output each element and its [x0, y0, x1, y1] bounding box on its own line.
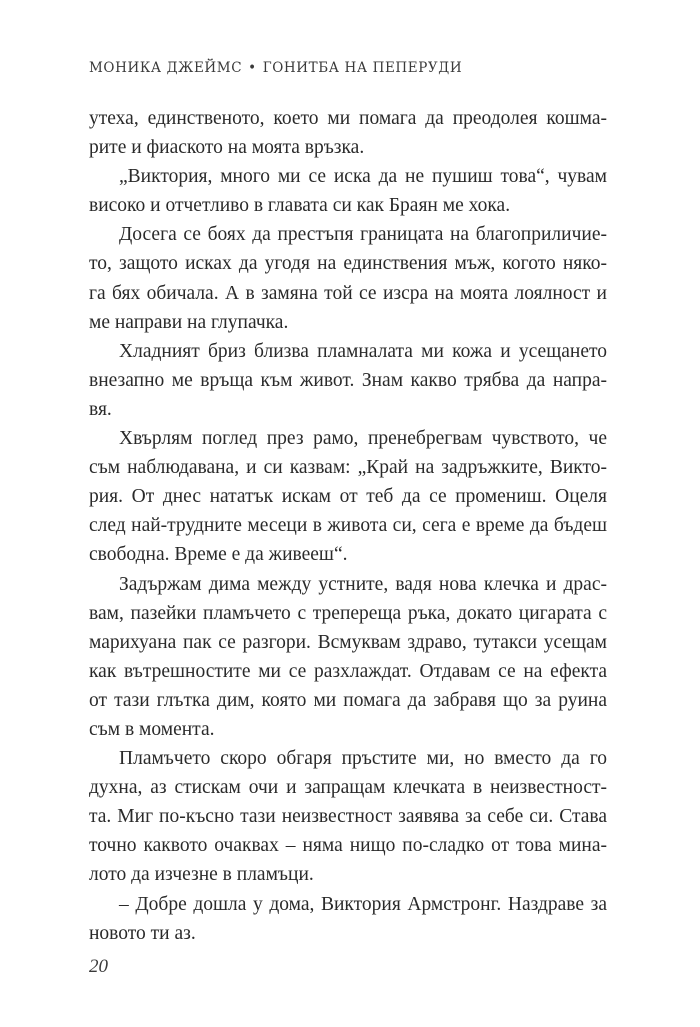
text-line: как вътрешностите ми се разхлаждат. Отдавам се на ефекта: [89, 660, 607, 682]
page-number: 20: [89, 956, 108, 977]
text-line: га бях обичала. А в замяна той се изсра на моята лоялност и: [89, 282, 607, 304]
text-line: Хвърлям поглед през рамо, пренебрегвам чувството, че: [119, 428, 607, 450]
text-line: та. Миг по-късно тази неизвестност заявява за себе си. Става: [89, 806, 607, 828]
header-author: МОНИКА ДЖЕЙМС: [89, 60, 243, 76]
text-line: рите и фиаското на моята връзка.: [89, 137, 365, 159]
header-separator: •: [248, 60, 257, 76]
text-line: духна, аз стискам очи и запращам клечката в неизвестност-: [89, 777, 607, 799]
text-line: ме направи на глупачка.: [89, 311, 289, 333]
body-text: [89, 104, 607, 948]
text-line: точно каквото очаквах – няма нищо по-сладко от това мина-: [89, 835, 607, 857]
text-line: новото ти аз.: [89, 922, 196, 944]
text-line: след най-трудните месеци в живота си, сега е време да бъдеш: [89, 515, 607, 537]
text-line: свободна. Време е да живееш“.: [89, 544, 348, 566]
text-line: „Виктория, много ми се иска да не пушиш това“, чувам: [119, 166, 607, 188]
text-line: съм наблюдавана, и си казвам: „Край на задръжките, Викто-: [89, 457, 607, 479]
text-line: рия. От днес нататък искам от теб да се промениш. Оцеля: [89, 486, 607, 508]
text-line: Пламъчето скоро обгаря пръстите ми, но вместо да го: [119, 748, 607, 770]
text-line: Досега се боях да престъпя границата на благоприличие-: [119, 224, 607, 246]
running-header: [89, 60, 629, 76]
header-book-title: ГОНИТБА НА ПЕПЕРУДИ: [262, 60, 463, 76]
text-line: вя.: [89, 398, 112, 420]
text-line: марихуана пак се разгори. Всмуквам здраво, тутакси усещам: [89, 631, 607, 653]
text-line: съм в момента.: [89, 718, 215, 740]
text-line: лото да изчезне в пламъци.: [89, 864, 314, 886]
text-line: – Добре дошла у дома, Виктория Армстронг. Наздраве за: [119, 893, 607, 915]
text-line: внезапно ме връща към живот. Знам какво трябва да напра-: [89, 369, 607, 391]
text-line: от тази глътка дим, която ми помага да забравя що за руина: [89, 689, 607, 711]
text-line: Задържам дима между устните, вадя нова клечка и драс-: [119, 573, 607, 595]
text-line: вам, пазейки пламъчето с трепереща ръка, докато цигарата с: [89, 602, 607, 624]
text-line: Хладният бриз близва пламналата ми кожа и усещането: [119, 340, 607, 362]
text-line: утеха, единственото, което ми помага да преодолея кошма-: [89, 108, 607, 129]
text-line: високо и отчетливо в главата си как Браян ме хока.: [89, 195, 511, 217]
text-line: то, защото исках да угодя на единствения мъж, когото няко-: [89, 253, 607, 275]
